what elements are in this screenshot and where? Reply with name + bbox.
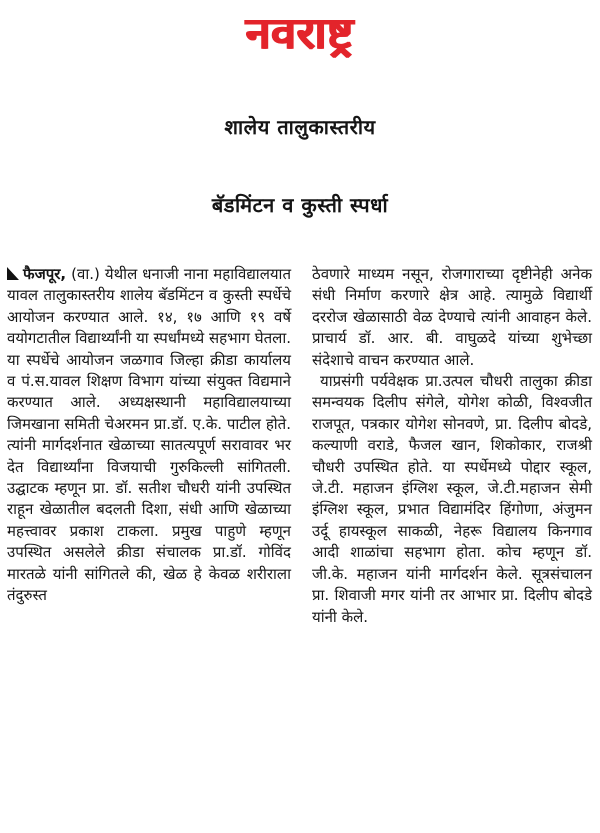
article-start-marker-icon: [7, 267, 19, 280]
article-column-left: [7, 264, 291, 607]
headline-line-2: बॅडमिंटन व कुस्ती स्पर्धा: [211, 193, 389, 217]
headline-line-1: शालेय तालुकास्तरीय: [224, 115, 376, 139]
newspaper-logo: नवराष्ट्र: [246, 8, 354, 59]
article-column-right: [312, 264, 592, 628]
article-paragraph-continued: ठेवणारे माध्यम नसून, रोजगाराच्या दृष्टीनेही अनेक संधी निर्माण करणारे क्षेत्र आहे. त्यामुळे विद्यार्थी दररोज खेळासाठी वेळ देण्याचे त्यांनी आवाहन केले. प्राचार्य डॉ. आर. बी. वाघुळदे यांच्या शुभेच्छा संदेशाचे वाचन करण्यात आले.: [312, 265, 592, 369]
masthead: [0, 4, 600, 66]
article-paragraph: [7, 264, 291, 607]
article-left-body: (वा.) येथील धनाजी नाना महाविद्यालयात यावल तालुकास्तरीय शालेय बॅडमिंटन व कुस्ती स्पर्धेचे आयोजन करण्यात आले. १४, १७ आणि १९ वर्षे वयोगटातील विद्यार्थ्यांनी या स्पर्धांमध्ये सहभाग घेतला. या स्पर्धेचे आयोजन जळगाव जिल्हा क्रीडा कार्यालय व पं.स.यावल शिक्षण विभाग यांच्या संयुक्त विद्यमाने करण्यात आले. अध्यक्षस्थानी महाविद्यालयाच्या जिमखाना समिती चेअरमन प्रा.डॉ. ए.के. पाटील होते. त्यांनी मार्गदर्शनात खेळाच्या सातत्यपूर्ण सरावावर भर देत विद्यार्थ्यांना विजयाची गुरुकिल्ली सांगितली. उद्घाटक म्हणून प्रा. डॉ. सतीश चौधरी यांनी उपस्थित राहून खेळातील बदलती दिशा, संधी आणि खेळाच्या महत्त्वावर प्रकाश टाकला. प्रमुख पाहुणे म्हणून उपस्थित असलेले क्रीडा संचालक प्रा.डॉ. गोविंद मारतळे यांनी सांगितले की, खेळ हे केवळ शरीराला तंदुरुस्त: [7, 265, 291, 605]
article-paragraph-attendees: याप्रसंगी पर्यवेक्षक प्रा.उत्पल चौधरी तालुका क्रीडा समन्वयक दिलीप संगेले, योगेश कोळी, विश्वजीत राजपूत, पत्रकार योगेश सोनवणे, प्रा. दिलीप बोदडे, कल्याणी वराडे, फैजल खान, शिकोकार, राजश्री चौधरी उपस्थित होते. या स्पर्धेमध्ये पोद्दार स्कूल, जे.टी. महाजन इंग्लिश स्कूल, जे.टी.महाजन सेमी इंग्लिश स्कूल, प्रभात विद्यामंदिर हिंगोणा, अंजुमन उर्दू हायस्कूल साकळी, नेहरू विद्यालय किनगाव आदी शाळांचा सहभाग होता. कोच म्हणून डॉ. जी.के. महाजन यांनी मार्गदर्शन केले. सूत्रसंचालन प्रा. शिवाजी मगर यांनी तर आभार प्रा. दिलीप बोदडे यांनी केले.: [312, 372, 592, 626]
dateline: फैजपूर,: [23, 265, 67, 283]
